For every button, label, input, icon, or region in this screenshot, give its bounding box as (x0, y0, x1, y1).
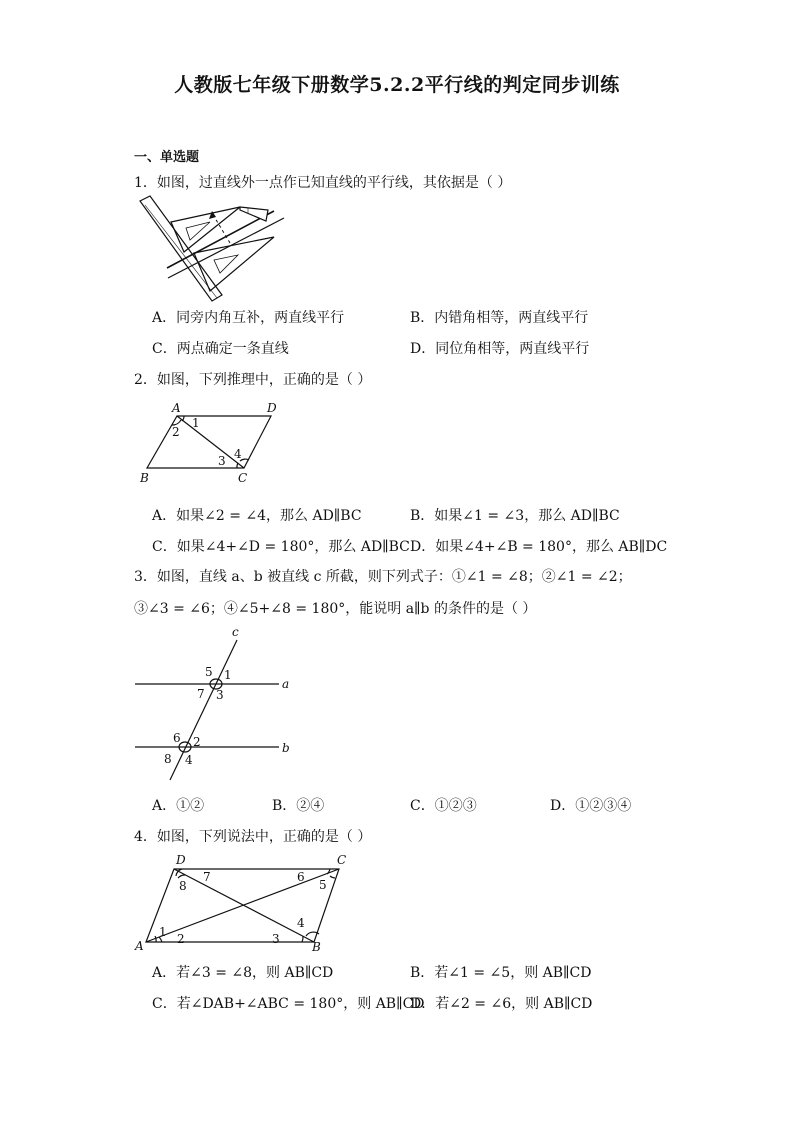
label-d: D (267, 401, 277, 415)
page-title: 人教版七年级下册数学5.2.2平行线的判定同步训练 (174, 74, 620, 96)
angle-6: 6 (173, 731, 181, 745)
question-4-stem: 4．如图，下列说法中，正确的是（ ） (134, 829, 372, 845)
parallelogram-abcd (147, 416, 271, 468)
angle-1: 1 (192, 416, 200, 430)
angle-5: 5 (205, 665, 213, 679)
label-c: c (232, 625, 239, 639)
q4-option-c[interactable]: C．若∠DAB+∠ABC = 180°，则 AB∥CD (152, 996, 425, 1012)
label-c: C (238, 471, 248, 485)
question-3-figure (134, 626, 304, 786)
q3-option-c[interactable]: C．①②③ (410, 798, 477, 814)
q3-option-a[interactable]: A．①② (152, 798, 205, 814)
q4-option-d[interactable]: D．若∠2 = ∠6，则 AB∥CD (410, 996, 593, 1012)
set-square-lower (194, 237, 274, 291)
question-1-stem: 1．如图，过直线外一点作已知直线的平行线，其依据是（ ） (134, 175, 512, 191)
line-c (170, 640, 237, 780)
label-a: A (172, 401, 181, 415)
q2-option-c[interactable]: C．如果∠4+∠D = 180°，那么 AD∥BC (152, 539, 410, 555)
q1-option-b[interactable]: B．内错角相等，两直线平行 (410, 310, 589, 326)
question-2-figure (134, 398, 289, 488)
q1-option-c[interactable]: C．两点确定一条直线 (152, 341, 289, 357)
label-c: C (337, 853, 347, 867)
question-3-stem-line-1: 3．如图，直线 a、b 被直线 c 所截，则下列式子：①∠1 = ∠8；②∠1 = ∠2； (134, 569, 632, 585)
angle-2: 2 (193, 735, 201, 749)
q1-option-d[interactable]: D．同位角相等，两直线平行 (410, 341, 590, 357)
label-a: a (282, 677, 290, 691)
ruler-shape (140, 196, 222, 301)
q3-option-b[interactable]: B．②④ (272, 798, 325, 814)
angle-4: 4 (297, 916, 305, 930)
angle-1: 1 (224, 668, 232, 682)
angle-5: 5 (319, 878, 327, 892)
q2-option-d[interactable]: D．如果∠4+∠B = 180°，那么 AB∥DC (410, 539, 668, 555)
q3-option-d[interactable]: D．①②③④ (550, 798, 632, 814)
angle-6: 6 (297, 870, 305, 884)
diagonal-bd (174, 869, 314, 942)
question-3-stem-line-2: ③∠3 = ∠6；④∠5+∠8 = 180°，能说明 a∥b 的条件的是（ ） (134, 601, 537, 617)
angle-1: 1 (159, 925, 167, 939)
q4-option-b[interactable]: B．若∠1 = ∠5，则 AB∥CD (410, 965, 592, 981)
section-heading: 一、单选题 (134, 150, 200, 165)
q1-option-a[interactable]: A．同旁内角互补，两直线平行 (152, 310, 345, 326)
label-b: B (140, 471, 149, 485)
diagonal-ac (146, 869, 339, 942)
label-b: b (282, 741, 290, 755)
label-b: B (312, 940, 321, 954)
angle-2: 2 (177, 932, 185, 946)
question-1-figure (134, 195, 284, 301)
angle-3: 3 (218, 454, 226, 468)
angle-3: 3 (216, 688, 224, 702)
angle-7: 7 (197, 687, 205, 701)
angle-7: 7 (203, 870, 211, 884)
angle-4: 4 (234, 447, 242, 461)
pencil-icon (240, 207, 268, 221)
angle-3: 3 (272, 932, 280, 946)
question-2-stem: 2．如图，下列推理中，正确的是（ ） (134, 372, 372, 388)
set-square-upper (171, 207, 240, 252)
angle-4: 4 (185, 753, 193, 767)
label-d: D (176, 853, 186, 867)
angle-8: 8 (179, 879, 187, 893)
angle-2: 2 (172, 425, 180, 439)
given-line (168, 218, 284, 278)
q2-option-a[interactable]: A．如果∠2 = ∠4，那么 AD∥BC (152, 508, 362, 524)
question-4-figure (134, 848, 354, 956)
label-a: A (135, 939, 144, 953)
angle-8: 8 (164, 752, 172, 766)
q2-option-b[interactable]: B．如果∠1 = ∠3，那么 AD∥BC (410, 508, 620, 524)
q4-option-a[interactable]: A．若∠3 = ∠8，则 AB∥CD (152, 965, 334, 981)
